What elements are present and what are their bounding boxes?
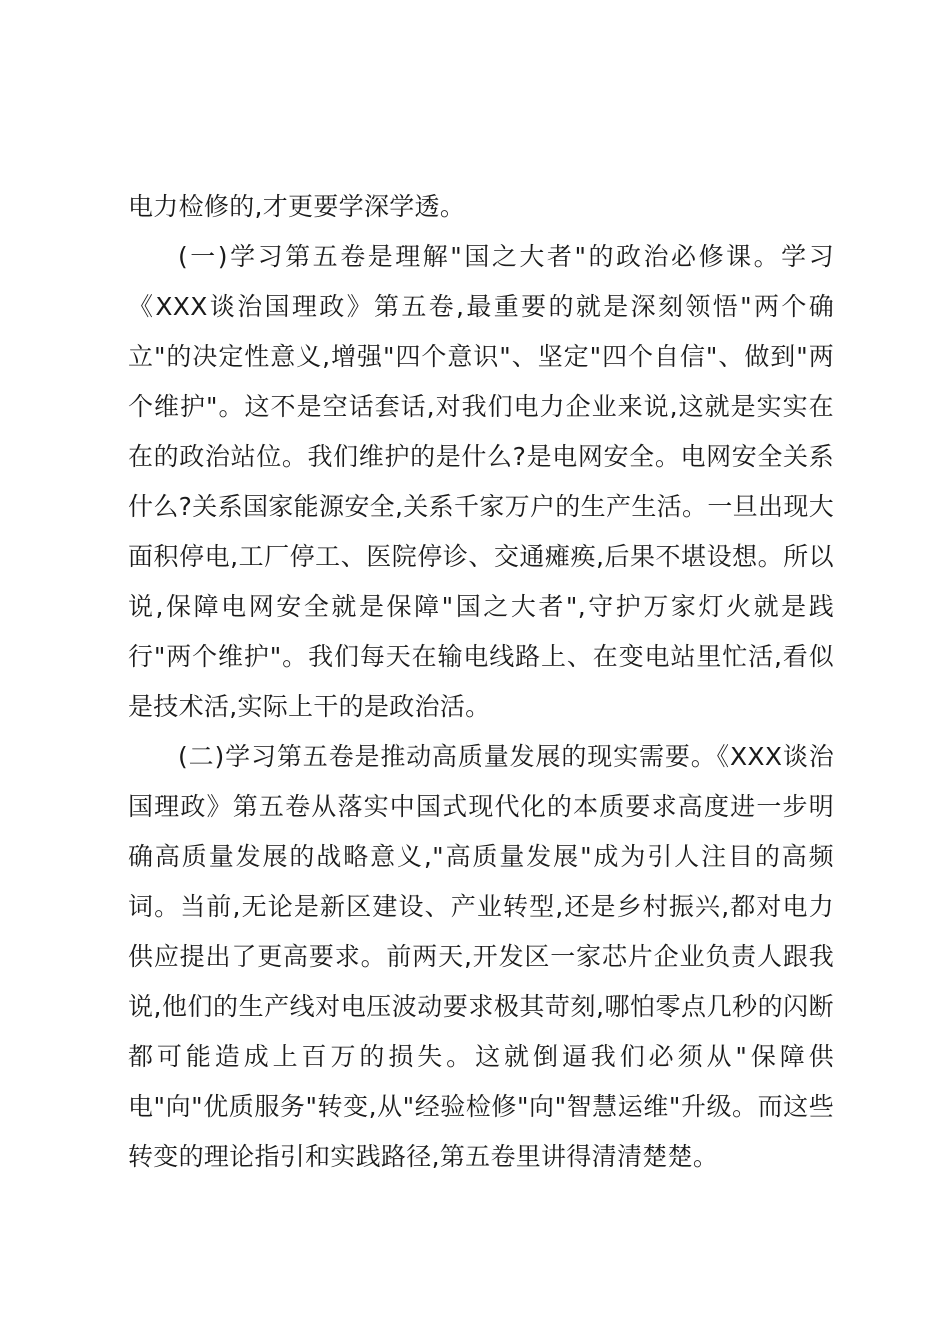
paragraph-section-one: (一)学习第五卷是理解"国之大者"的政治必修课。学习《XXX谈治国理政》第五卷,最重要的就是深刻领悟"两个确立"的决定性意义,增强"四个意识"、坚定"四个自信"、做到"两个维护"。这不是空话套话,对我们电力企业来说,这就是实实在在的政治站位。我们维护的是什么?是电网安全。电网安全关系什么?关系国家能源安全,关系千家万户的生产生活。一旦出现大面积停电,工厂停工、医院停诊、交通瘫痪,后果不堪设想。所以说,保障电网安全就是保障"国之大者",守护万家灯火就是践行"两个维护"。我们每天在输电线路上、在变电站里忙活,看似是技术活,实际上干的是政治活。 — [128, 242, 834, 721]
document-body — [128, 182, 834, 1182]
paragraph-continuation: 电力检修的,才更要学深学透。 — [128, 192, 466, 221]
paragraph-section-two: (二)学习第五卷是推动高质量发展的现实需要。《XXX谈治国理政》第五卷从落实中国式现代化的本质要求高度进一步明确高质量发展的战略意义,"高质量发展"成为引人注目的高频词。当前,无论是新区建设、产业转型,还是乡村振兴,都对电力供应提出了更高要求。前两天,开发区一家芯片企业负责人跟我说,他们的生产线对电压波动要求极其苛刻,哪怕零点几秒的闪断都可能造成上百万的损失。这就倒逼我们必须从"保障供电"向"优质服务"转变,从"经验检修"向"智慧运维"升级。而这些转变的理论指引和实践路径,第五卷里讲得清清楚楚。 — [128, 742, 834, 1171]
